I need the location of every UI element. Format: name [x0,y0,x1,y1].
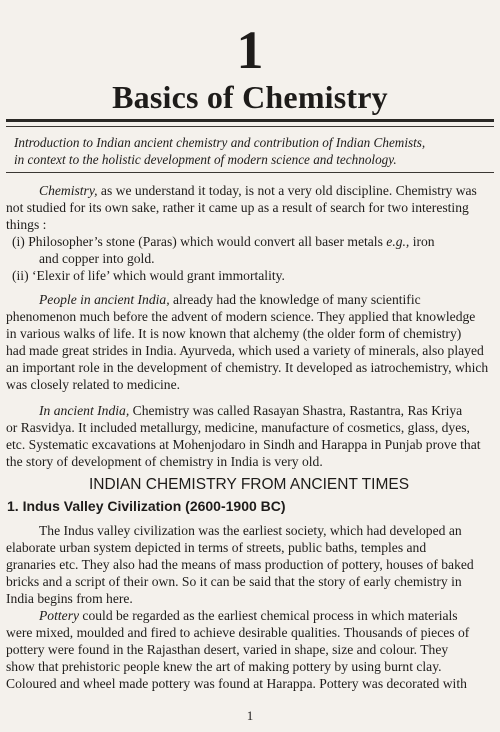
page-number: 1 [246,708,254,723]
chapter-intro [14,134,490,168]
paragraph-line: were mixed, moulded and fired to achieve desirable qualities. Thousands of pieces of [6,625,470,641]
paragraph-indus-valley [6,522,492,607]
list-marker: (ii) [12,268,29,284]
chapter-number: 1 [236,20,264,80]
paragraph-line: show that prehistoric people knew the art of making pottery by using burnt clay. [6,659,442,675]
paragraph-line: pottery were found in the Rajasthan desert, varied in shape, size and colour. They [6,642,449,658]
title-rule-thick [6,119,494,122]
paragraph-line: was closely related to medicine. [6,377,181,393]
list-item: (i) Philosopher’s stone (Paras) which would convert all baser metals e.g., iron [12,234,435,250]
paragraph-pottery [6,607,492,692]
chapter-body [6,182,492,692]
paragraph-chemistry [6,182,492,233]
paragraph-line: an important role in the development of chemistry. It developed as iatrochemistry, which [6,359,489,375]
paragraph-line: granaries etc. They also had the means of mass production of pottery, houses of baked [6,556,474,572]
paragraph-line: things : [6,217,47,233]
intro-box-top-rule [6,126,494,127]
search-list [6,233,492,284]
list-item-continuation: and copper into gold. [39,251,155,267]
paragraph-line: Pottery could be regarded as the earliest chemical process in which materials [39,607,458,623]
intro-box-bottom-rule [6,172,494,173]
lead-term: Chemistry, [39,183,98,198]
paragraph-line: bricks and a script of their own. So it can be said that the story of early chemistry in [6,573,462,589]
paragraph-ancient-india [6,291,492,394]
paragraph-line: phenomenon much before the advent of modern science. They applied that knowledge [6,308,476,324]
intro-line: in context to the holistic development of modern science and technology. [14,152,397,167]
paragraph-line: had made great strides in India. Ayurveda, which used a variety of minerals, also played [6,342,484,358]
lead-term: People in ancient India, [39,291,170,307]
paragraph-line: People in ancient India, already had the knowledge of many scientific [39,291,421,307]
paragraph-line: Coloured and wheel made pottery was found at Harappa. Pottery was decorated with [6,676,467,692]
list-marker: (i) [12,234,25,250]
paragraph-line: not studied for its own sake, rather it came up as a result of search for two interesting [6,200,469,216]
intro-line: Introduction to Indian ancient chemistry and contribution of Indian Chemists, [14,135,426,150]
paragraph-line: India begins from here. [6,590,133,606]
paragraph-line: Chemistry, as we understand it today, is not a very old discipline. Chemistry was [39,183,477,198]
lead-term: In ancient India, [39,403,130,419]
paragraph-line: the story of development of chemistry in India is very old. [6,454,323,470]
lead-term: Pottery [39,607,80,623]
paragraph-line: etc. Systematic excavations at Mohenjodaro in Sindh and Harappa in Punjab prove that [6,437,481,453]
paragraph-line: The Indus valley civilization was the earliest society, which had developed an [39,522,462,538]
paragraph-rasayan-shastra [6,402,492,470]
subsection-heading: 1. Indus Valley Civilization (2600-1900 BC) [7,497,286,514]
paragraph-line: or Rasvidya. It included metallurgy, medicine, manufacture of cosmetics, glass, dyes, [6,420,470,436]
list-item: (ii) ‘Elexir of life’ which would grant immortality. [12,268,285,284]
chapter-title: Basics of Chemistry [112,79,388,115]
paragraph-line: elaborate urban system depicted in terms of streets, public baths, temples and [6,539,427,555]
paragraph-line: in various walks of life. It is now known that alchemy (the older form of chemistry) [6,325,462,341]
section-heading: INDIAN CHEMISTRY FROM ANCIENT TIMES [88,475,410,493]
paragraph-line: In ancient India, Chemistry was called Rasayan Shastra, Rastantra, Ras Kriya [39,403,463,419]
